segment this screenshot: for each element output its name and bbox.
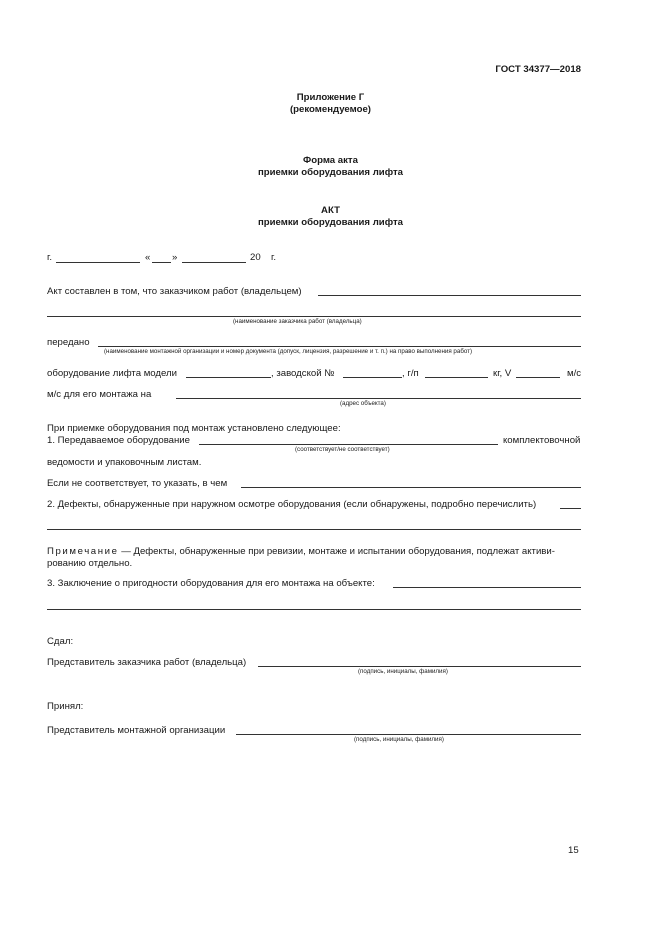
- inspection-intro: При приемке оборудования под монтаж установлено следующее:: [47, 423, 341, 434]
- customer-field[interactable]: [318, 295, 581, 296]
- customer-sign-caption: (подпись, инициалы, фамилия): [358, 668, 448, 675]
- appendix-title: Приложение Г: [296, 92, 365, 103]
- item1-cont: ведомости и упаковочным листам.: [47, 457, 202, 468]
- accepted-label: Принял:: [47, 701, 84, 712]
- item1-caption: (соответствует/не соответствует): [295, 446, 390, 453]
- month-field[interactable]: [182, 262, 246, 263]
- model-field[interactable]: [186, 377, 271, 378]
- act-title-line1: АКТ: [321, 205, 340, 216]
- org-sign-caption: (подпись, инициалы, фамилия): [354, 736, 444, 743]
- address-field[interactable]: [176, 398, 581, 399]
- customer-rep-label: Представитель заказчика работ (владельца): [47, 657, 247, 668]
- handed-over-label: Сдал:: [47, 636, 74, 647]
- year-suffix: г.: [271, 252, 276, 263]
- capacity-label: , г/п: [402, 368, 419, 379]
- page-number: 15: [568, 845, 579, 856]
- customer-field-cont[interactable]: [47, 316, 581, 317]
- mismatch-field[interactable]: [241, 487, 581, 488]
- quote-open: «: [145, 252, 151, 263]
- customer-signature-field[interactable]: [258, 666, 581, 667]
- address-caption: (адрес объекта): [340, 400, 386, 407]
- note-line2: рованию отдельно.: [47, 558, 133, 569]
- act-title-line2: приемки оборудования лифта: [257, 217, 403, 228]
- item1-label: 1. Передаваемое оборудование: [47, 435, 191, 446]
- city-field[interactable]: [56, 262, 140, 263]
- city-prefix: г.: [47, 252, 52, 263]
- year-prefix: 20: [250, 252, 261, 263]
- conclusion-field[interactable]: [393, 587, 581, 588]
- item2-field[interactable]: [560, 508, 581, 509]
- serial-field[interactable]: [343, 377, 402, 378]
- customer-caption: (наименование заказчика работ (владельца): [233, 318, 362, 325]
- org-field[interactable]: [98, 346, 581, 347]
- conclusion-field-cont[interactable]: [47, 609, 581, 610]
- item2-label: 2. Дефекты, обнаруженные при наружном осмотре оборудования (если обнаружены, подробно перечислить): [47, 499, 537, 510]
- day-field[interactable]: [152, 262, 171, 263]
- note-label: Примечание: [47, 546, 119, 557]
- org-signature-field[interactable]: [236, 734, 581, 735]
- item3-label: 3. Заключение о пригодности оборудования для его монтажа на объекте:: [47, 578, 375, 589]
- serial-label: , заводской №: [271, 368, 335, 379]
- form-title-line1: Форма акта: [303, 155, 358, 166]
- capacity-field[interactable]: [425, 377, 488, 378]
- mount-label: м/с для его монтажа на: [47, 389, 152, 400]
- item2-field-cont[interactable]: [47, 529, 581, 530]
- kg-label: кг, V: [493, 368, 512, 379]
- note-line1: [47, 546, 555, 558]
- composed-label: Акт составлен в том, что заказчиком работ (владельцем): [47, 286, 302, 297]
- standard-number: ГОСТ 34377—2018: [495, 64, 581, 75]
- mismatch-label: Если не соответствует, то указать, в чем: [47, 478, 228, 489]
- transferred-label: передано: [47, 337, 90, 348]
- ms-label: м/с: [567, 368, 582, 379]
- org-caption: (наименование монтажной организации и номер документа (допуск, лицензия, разрешение и т. п.) на право выполнения работ): [104, 348, 473, 355]
- speed-field[interactable]: [516, 377, 560, 378]
- item1-field[interactable]: [199, 444, 498, 445]
- equipment-model-label: оборудование лифта модели: [47, 368, 178, 379]
- quote-close: »: [172, 252, 178, 263]
- form-title-line2: приемки оборудования лифта: [257, 167, 403, 178]
- appendix-subtitle: (рекомендуемое): [289, 104, 371, 115]
- note-text: — Дефекты, обнаруженные при ревизии, монтаже и испытании оборудования, подлежат активи-: [118, 546, 555, 557]
- org-rep-label: Представитель монтажной организации: [47, 725, 226, 736]
- item1-end: комплектовочной: [503, 435, 581, 446]
